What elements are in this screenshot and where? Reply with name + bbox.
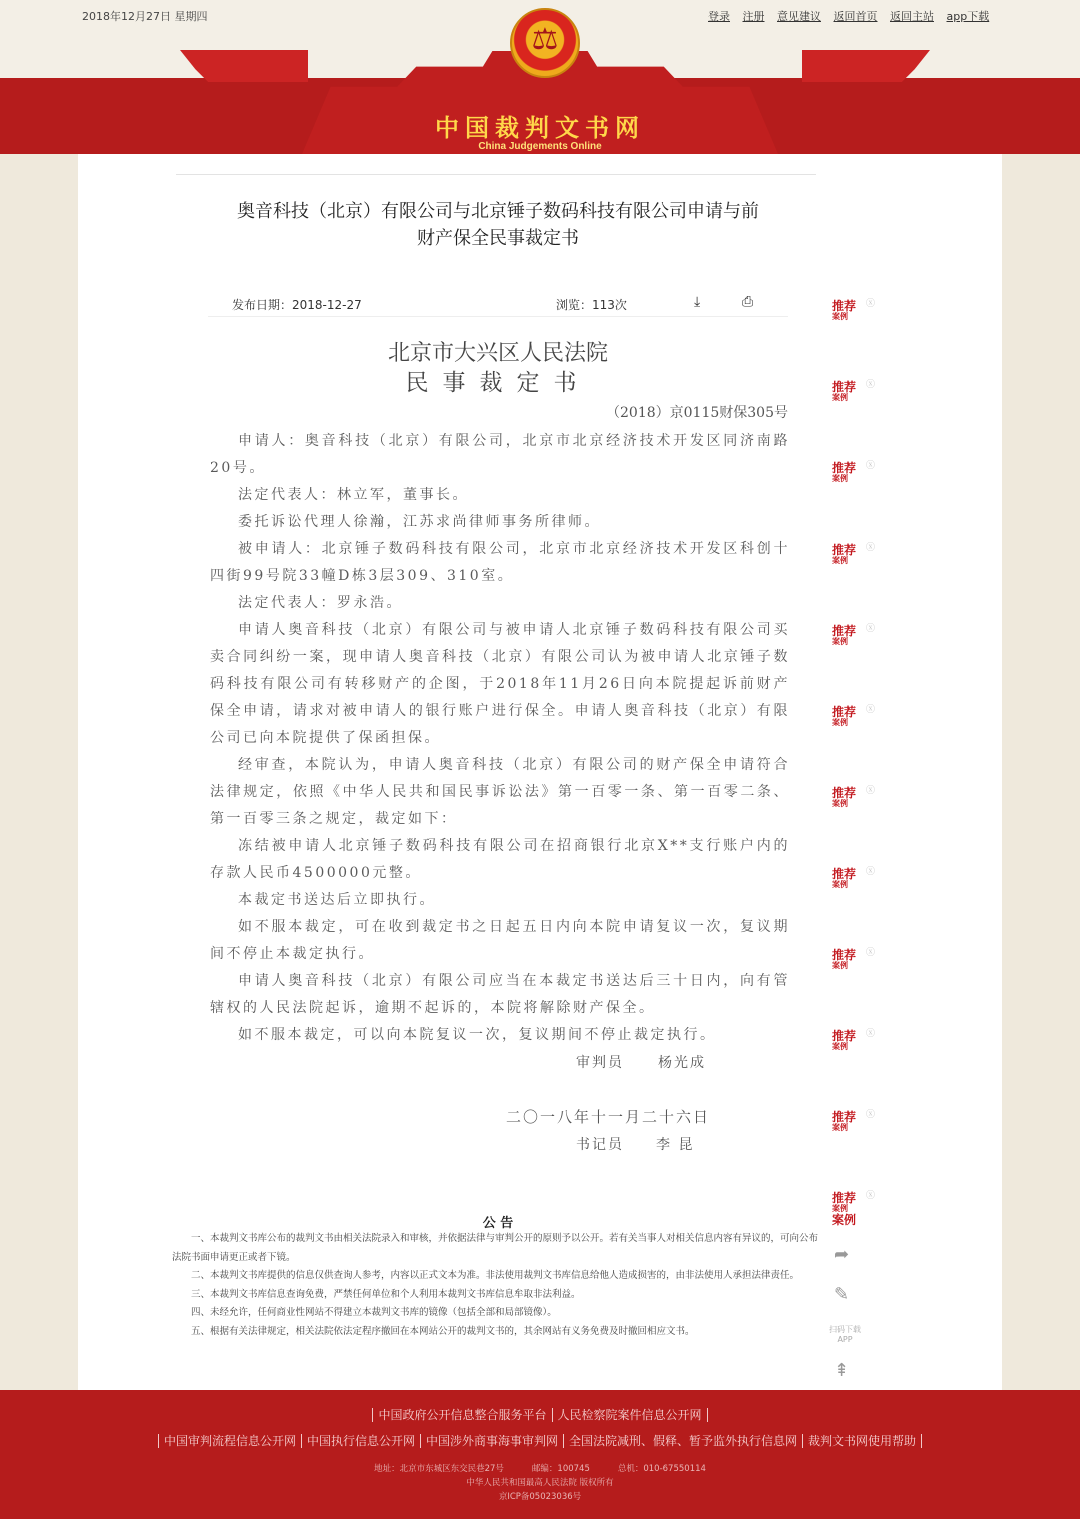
notice-item: 三、本裁判文书库信息查询免费，严禁任何单位和个人利用本裁判文书库信息牟取非法利益。 [191, 1288, 581, 1300]
footer-icp: 京ICP备05023036号 [498, 1492, 582, 1502]
close-icon[interactable]: ⓧ [866, 461, 876, 471]
current-date: 2018年12月27日 星期四 [82, 10, 208, 23]
notice-item: 四、未经允许，任何商业性网站不得建立本裁判文书库的镜像（包括全部和局部镜像）。 [191, 1307, 557, 1318]
notice-item: 五、根据有关法律规定，相关法院依法定程序撤回在本网站公开的裁判文书的，其余网站有义务免费及时撤回相应文书。 [191, 1325, 695, 1337]
app-qr-hint[interactable]: 扫码下载APP [829, 1325, 861, 1344]
paragraph: 委托诉讼代理人徐瀚，江苏求尚律师事务所律师。 [238, 514, 601, 530]
notice-title: 公 告 [482, 1216, 514, 1231]
recommended-case-button[interactable]: 推荐 案例 ⓧ [832, 625, 882, 651]
paragraph: 申请人奥音科技（北京）有限公司与被申请人北京锤子数码科技有限公司买卖合同纠纷一案，现申请人奥音科技（北京）有限公司认为被申请人北京锤子数码科技有限公司有转移财产的企图，于2018年11月26日向本院提起诉前财产保全申请，请求对被申请人的银行账户进行保全。申请人奥音科技（北京）有限公司已向本院提供了保函担保。 [210, 622, 790, 746]
document-type: 民事裁定书 [405, 370, 591, 396]
case-number: （2018）京0115财保305号 [606, 405, 788, 421]
register-link[interactable]: 注册 [742, 10, 765, 23]
recommended-case-button[interactable]: 推荐 案例 ⓧ [832, 300, 882, 326]
recommended-case-button[interactable]: 推荐 案例 ⓧ [832, 787, 882, 813]
paragraph: 本裁定书送达后立即执行。 [238, 892, 436, 908]
main-site-link[interactable]: 返回主站 [890, 10, 934, 23]
site-subtitle: China Judgements Online [478, 141, 602, 152]
paragraph: 如不服本裁定，可在收到裁定书之日起五日内向本院申请复议一次，复议期间不停止本裁定执行。 [210, 919, 790, 962]
footer-phone: 总机：010-67550114 [617, 1464, 706, 1474]
footer-copyright: 中华人民共和国最高人民法院 版权所有 [466, 1478, 614, 1488]
share-icon[interactable]: ➦ [834, 1244, 850, 1265]
recommended-case-button[interactable]: 推荐 案例 ⓧ [832, 706, 882, 732]
paragraph: 被申请人：北京锤子数码科技有限公司，北京市北京经济技术开发区科创十四街99号院33幢D栋3层309、310室。 [210, 541, 790, 584]
notice-item: 一、本裁判文书库公布的裁判文书由相关法院录入和审核，并依据法律与审判公开的原则予以公开。若有关当事人对相关信息内容有异议的，可向公布法院书面申请更正或者下镜。 [172, 1233, 819, 1263]
footer-link[interactable]: 中国政府公开信息整合服务平台 [372, 1408, 551, 1422]
notice-body [172, 1230, 820, 1341]
home-link[interactable]: 返回首页 [833, 10, 878, 23]
document-title: 奥音科技（北京）有限公司与北京锤子数码科技有限公司申请与前 财产保全民事裁定书 [237, 201, 759, 249]
close-icon[interactable]: ⓧ [866, 948, 876, 958]
paragraph: 法定代表人：罗永浩。 [238, 595, 403, 611]
judge-signature: 审判员 杨光成 [576, 1055, 706, 1071]
recommended-case-button[interactable]: 推荐 案例 ⓧ [832, 868, 882, 894]
footer-info [0, 1462, 1080, 1504]
feedback-link[interactable]: 意见建议 [777, 10, 821, 23]
footer-links-row1 [0, 1406, 1080, 1423]
close-icon[interactable]: ⓧ [866, 786, 876, 796]
recommended-case-button[interactable]: 推荐 案例 ⓧ [832, 544, 882, 570]
close-icon[interactable]: ⓧ [866, 867, 876, 877]
close-icon[interactable]: ⓧ [866, 380, 876, 390]
app-download-link[interactable]: app下载 [946, 10, 990, 23]
print-icon[interactable]: ⎙ [742, 294, 754, 310]
recommended-case-button[interactable]: 推荐 案例 ⓧ [832, 462, 882, 488]
close-icon[interactable]: ⓧ [866, 705, 876, 715]
paragraph: 申请人：奥音科技（北京）有限公司，北京市北京经济技术开发区同济南路20号。 [210, 433, 790, 476]
court-name: 北京市大兴区人民法院 [387, 341, 608, 366]
paragraph: 法定代表人：林立军，董事长。 [238, 487, 469, 503]
close-icon[interactable]: ⓧ [866, 543, 876, 553]
site-title[interactable]: 中国裁判文书网 [435, 114, 645, 142]
notice-item: 二、本裁判文书库提供的信息仅供查询人参考，内容以正式文本为准。非法使用裁判文书库信息给他人造成损害的，由非法使用人承担法律责任。 [191, 1270, 800, 1281]
divider [208, 316, 788, 317]
recommended-case-button[interactable]: 推荐 案例 ⓧ [832, 949, 882, 975]
clerk-signature: 书记员 李 昆 [576, 1137, 695, 1153]
download-icon[interactable]: ⤓ [694, 294, 701, 310]
footer-link[interactable]: 中国审判流程信息公开网 [158, 1434, 301, 1448]
footer-address: 地址：北京市东城区东交民巷27号 [374, 1464, 504, 1474]
publish-date: 发布日期：2018-12-27 [232, 298, 362, 312]
footer-link[interactable]: 全国法院减刑、假释、暂予监外执行信息网 [563, 1434, 802, 1448]
recommended-case-button[interactable]: 推荐 案例 案例 ⓧ [832, 1192, 882, 1230]
login-link[interactable]: 登录 [708, 10, 730, 23]
footer-link[interactable]: 人民检察院案件信息公开网 [552, 1408, 708, 1422]
footer-link[interactable]: 裁判文书网使用帮助 [802, 1434, 922, 1448]
divider [176, 174, 816, 175]
paragraph: 申请人奥音科技（北京）有限公司应当在本裁定书送达后三十日内，向有管辖权的人民法院起诉，逾期不起诉的，本院将解除财产保全。 [210, 973, 790, 1016]
footer-postcode: 邮编：100745 [531, 1464, 590, 1474]
recommended-case-button[interactable]: 推荐 案例 ⓧ [832, 1030, 882, 1056]
footer-links-row2 [0, 1432, 1080, 1449]
close-icon[interactable]: ⓧ [866, 624, 876, 634]
back-to-top-icon[interactable]: ⇞ [834, 1360, 850, 1381]
footer-link[interactable]: 中国执行信息公开网 [301, 1434, 420, 1448]
view-count: 浏览：113次 [556, 298, 627, 312]
site-footer [0, 1390, 1080, 1519]
close-icon[interactable]: ⓧ [866, 1191, 876, 1201]
close-icon[interactable]: ⓧ [866, 299, 876, 309]
top-links [708, 8, 998, 24]
paragraph: 冻结被申请人北京锤子数码科技有限公司在招商银行北京X**支行账户内的存款人民币4500000元整。 [210, 838, 790, 881]
footer-link[interactable]: 中国涉外商事海事审判网 [420, 1434, 563, 1448]
close-icon[interactable]: ⓧ [866, 1110, 876, 1120]
ruling-date: 二〇一八年十一月二十六日 [506, 1108, 711, 1126]
recommended-case-button[interactable]: 推荐 案例 ⓧ [832, 381, 882, 407]
site-header [0, 0, 1080, 154]
paragraph: 如不服本裁定，可以向本院复议一次，复议期间不停止裁定执行。 [238, 1027, 717, 1043]
close-icon[interactable]: ⓧ [866, 1029, 876, 1039]
document-body [210, 428, 790, 1049]
paragraph: 经审查，本院认为，申请人奥音科技（北京）有限公司的财产保全申请符合法律规定，依照《中华人民共和国民事诉讼法》第一百零一条、第一百零二条、第一百零三条之规定，裁定如下： [210, 757, 790, 827]
recommended-case-button[interactable]: 推荐 案例 ⓧ [832, 1111, 882, 1137]
court-emblem-icon: ⚖ [510, 8, 580, 78]
pencil-icon[interactable]: ✎ [834, 1284, 850, 1305]
